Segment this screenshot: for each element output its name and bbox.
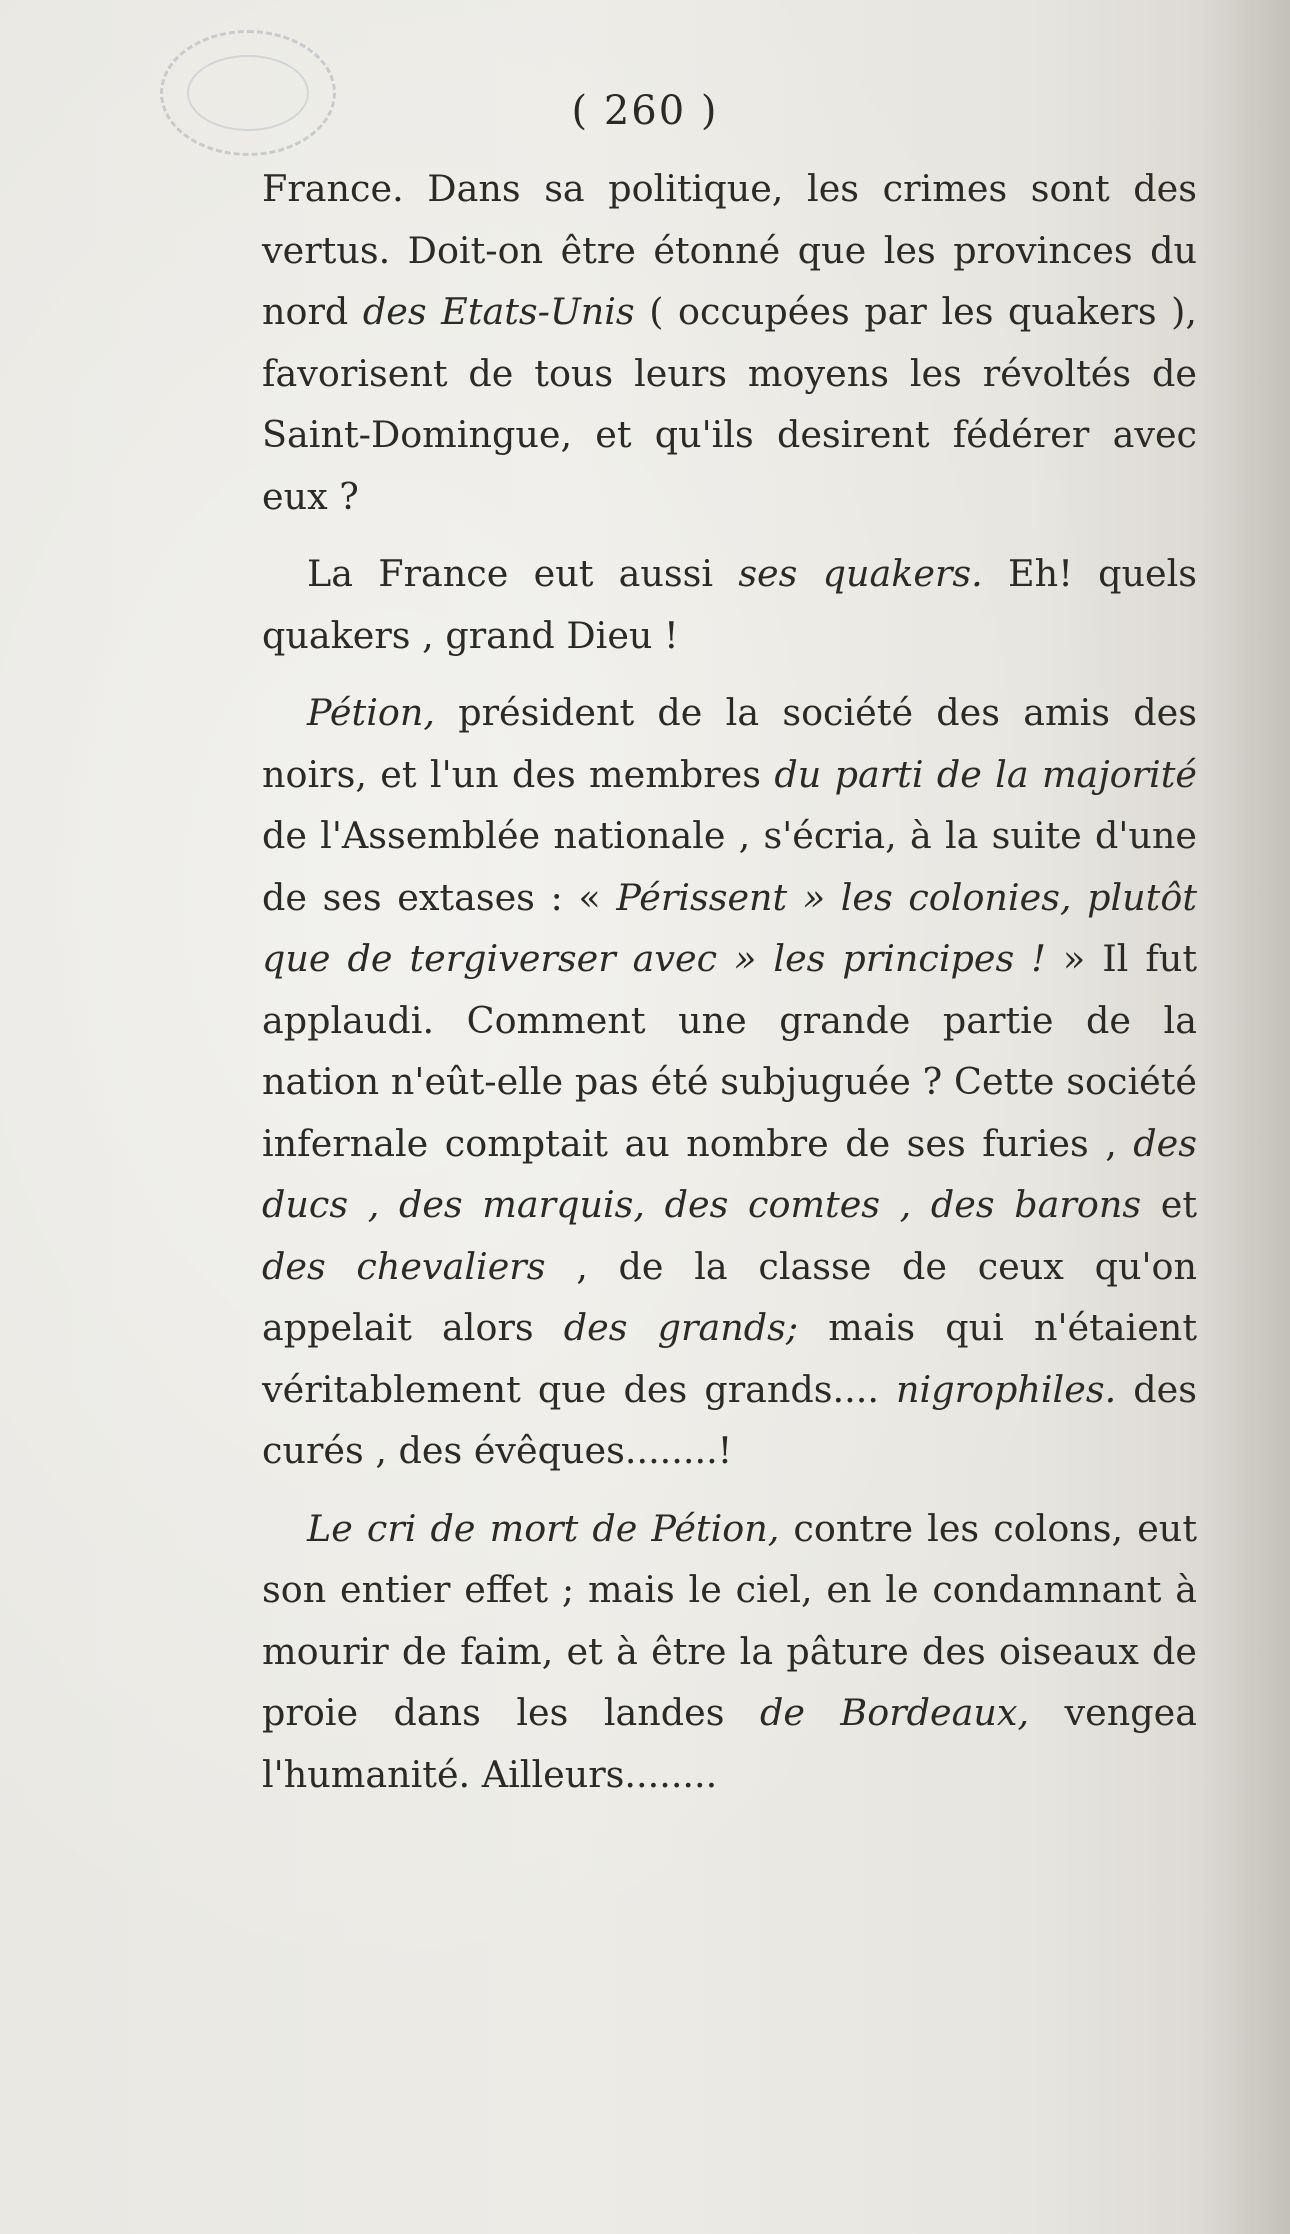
body-text-run: La France eut aussi bbox=[307, 552, 739, 595]
italic-text: des ducs , des marquis, des comtes , des barons bbox=[262, 1121, 1197, 1226]
body-text-run: » Il fut applaudi. Comment une grande partie de la nation n'eût-elle pas été subjuguée ? Cette société infernale comptait au nombre de ses furies , bbox=[262, 937, 1198, 1165]
italic-text: nigrophiles. bbox=[896, 1367, 1117, 1411]
body-text-run: , de la classe de ceux qu'on appelait alors bbox=[262, 1244, 1197, 1349]
italic-text: des grands; bbox=[563, 1306, 799, 1349]
italic-text: des chevaliers bbox=[262, 1244, 546, 1288]
italic-text: Le cri de mort de Pétion, bbox=[307, 1506, 780, 1550]
body-text-run: contre les colons, eut son entier effet ; mais le ciel, en le condamnant à mourir de faim, et à être la pâture des oiseaux de proie dans les landes bbox=[262, 1506, 1197, 1734]
body-text-run: président de la société des amis des noirs, et l'un des membres bbox=[262, 691, 1197, 796]
paragraph-1 bbox=[262, 158, 1197, 527]
page-footer bbox=[0, 1880, 1290, 1881]
italic-text: Périssent » les colonies, plutôt que de tergiverser avec » les principes ! bbox=[262, 875, 1197, 980]
body-text-run: de l'Assemblée nationale , s'écria, à la suite d'une de ses extases : « bbox=[262, 814, 1197, 919]
body-text-run: et bbox=[1141, 1183, 1197, 1226]
body-text-run: mais qui n'étaient véritablement que des grands.... bbox=[262, 1306, 1197, 1411]
italic-text: ses quakers. bbox=[738, 552, 983, 595]
italic-text: du parti de la majorité bbox=[774, 752, 1198, 796]
italic-text: des Etats-Unis bbox=[362, 290, 635, 333]
body-text-run: Eh! quels quakers , grand Dieu ! bbox=[262, 552, 1197, 657]
page-number: ( 260 ) bbox=[571, 88, 719, 134]
italic-text: Pétion, bbox=[307, 691, 435, 734]
body-text bbox=[262, 158, 1197, 1805]
body-text-run: ( occupées par les quakers ), favorisent de tous leurs moyens les révoltés de Saint-Domingue, et qu'ils desirent fédérer avec eux ? bbox=[262, 290, 1197, 518]
body-text-run: France. Dans sa politique, les crimes sont des vertus. Doit-on être étonné que les provinces du nord bbox=[262, 167, 1197, 333]
paragraph-3 bbox=[262, 682, 1197, 1482]
body-text-run: vengea l'humanité. Ailleurs........ bbox=[262, 1691, 1198, 1796]
italic-text: de Bordeaux, bbox=[759, 1691, 1030, 1734]
body-text-run: des curés , des évêques........! bbox=[262, 1367, 1197, 1472]
paragraph-2 bbox=[262, 543, 1197, 666]
paragraph-4 bbox=[262, 1498, 1197, 1806]
